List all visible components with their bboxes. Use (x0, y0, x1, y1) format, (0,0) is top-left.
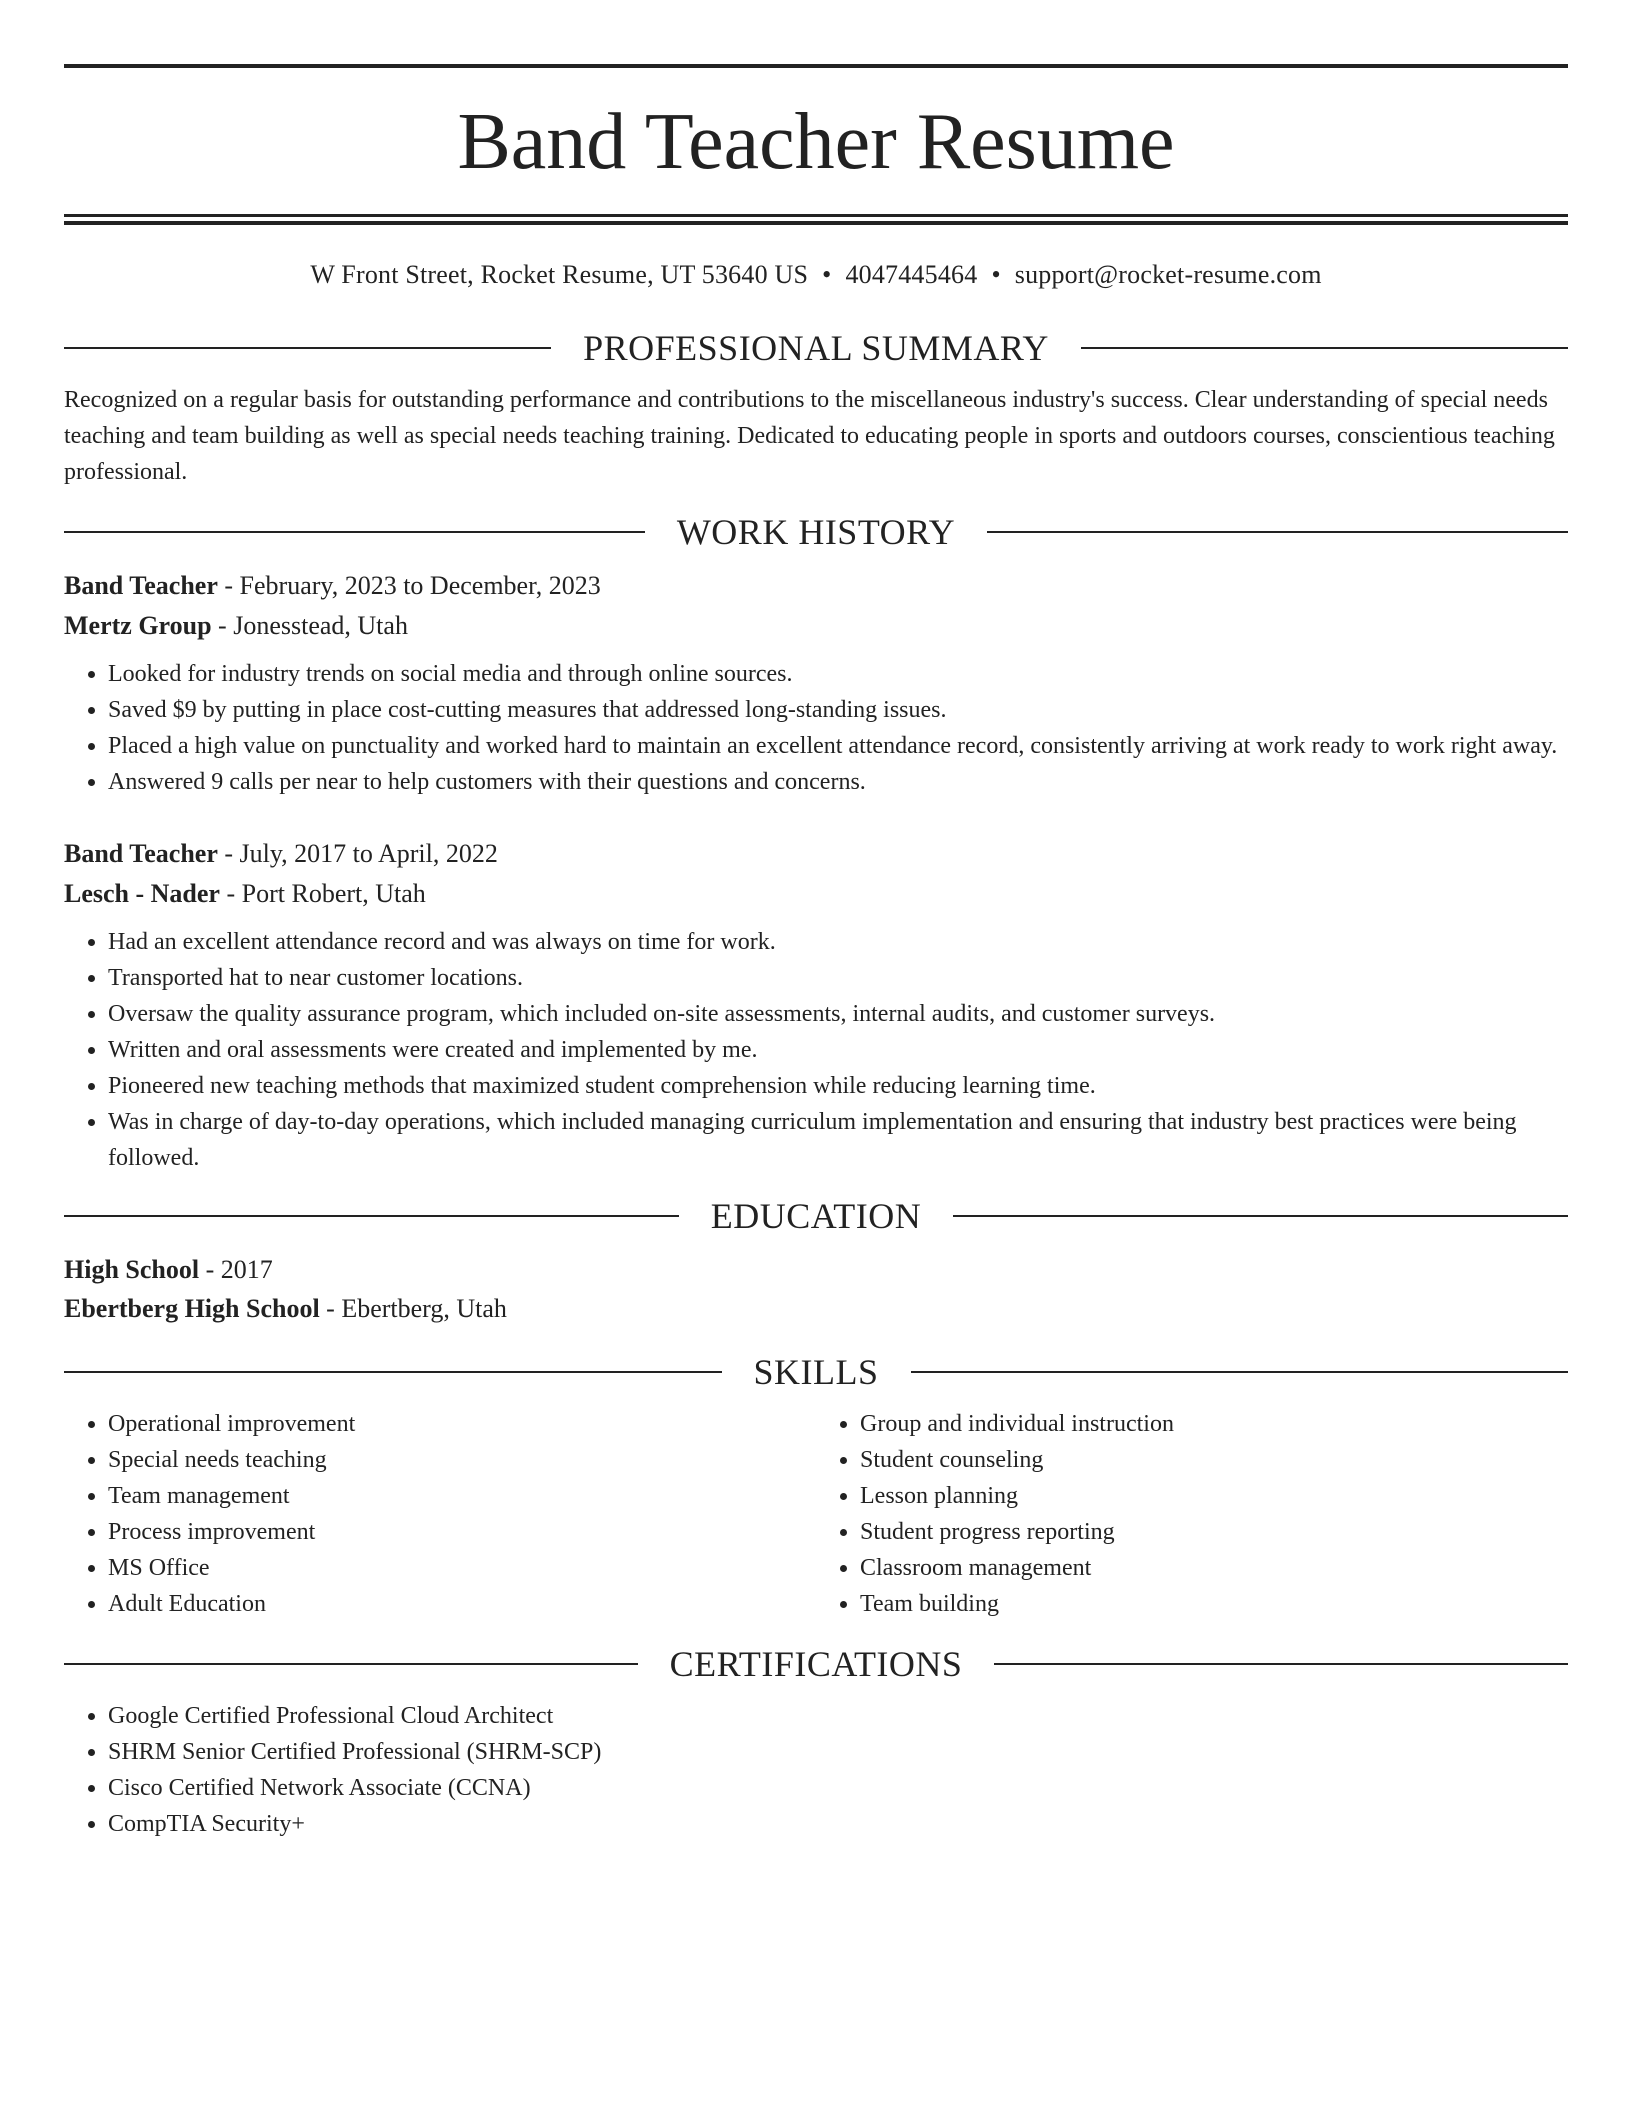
heading-rule (911, 1371, 1569, 1373)
education-school: Ebertberg High School (64, 1294, 320, 1323)
certifications-list (64, 1698, 1568, 1842)
section-heading-education (64, 1198, 1568, 1234)
heading-rule (64, 1663, 638, 1665)
section-title: PROFESSIONAL SUMMARY (583, 328, 1049, 368)
skill-item: • MS Office (108, 1550, 816, 1586)
list-item: • Answered 9 calls per near to help customers with their questions and concerns. (108, 764, 1568, 800)
heading-rule (1081, 347, 1568, 349)
skill-item: • Team management (108, 1478, 816, 1514)
contact-address: W Front Street, Rocket Resume, UT 53640 US (310, 260, 809, 289)
job-dates: - February, 2023 to December, 2023 (217, 571, 601, 600)
heading-rule (953, 1215, 1568, 1217)
job-bullets (64, 656, 1568, 800)
job-location: - Jonesstead, Utah (211, 611, 408, 640)
skills-grid (64, 1406, 1568, 1622)
job-company-line (64, 606, 1568, 646)
section-heading-skills (64, 1354, 1568, 1390)
contact-separator: • (991, 260, 1001, 289)
skill-item: • Lesson planning (860, 1478, 1568, 1514)
education-school-line (64, 1289, 1568, 1328)
top-rule (64, 64, 1568, 68)
section-title: CERTIFICATIONS (669, 1644, 963, 1684)
job-company: Lesch - Nader (64, 879, 220, 908)
skill-item: • Special needs teaching (108, 1442, 816, 1478)
list-item: • Placed a high value on punctuality and worked hard to maintain an excellent attendance record, consistently arriving at work ready to work right away. (108, 728, 1568, 764)
section-heading-certifications (64, 1646, 1568, 1682)
title-double-rule (64, 214, 1568, 225)
skills-list-left (64, 1406, 816, 1622)
section-title: EDUCATION (710, 1196, 922, 1236)
job-company: Mertz Group (64, 611, 212, 640)
skill-item: • Operational improvement (108, 1406, 816, 1442)
skill-item: • Team building (860, 1586, 1568, 1622)
job-dates: - July, 2017 to April, 2022 (217, 839, 498, 868)
heading-rule (64, 1215, 679, 1217)
job-title-line (64, 566, 1568, 606)
list-item: • Pioneered new teaching methods that maximized student comprehension while reducing learning time. (108, 1068, 1568, 1104)
job-entry (64, 834, 1568, 1176)
job-entry (64, 566, 1568, 800)
section-title: WORK HISTORY (676, 512, 956, 552)
skill-item: • Adult Education (108, 1586, 816, 1622)
education-entry (64, 1250, 1568, 1328)
certification-item: • SHRM Senior Certified Professional (SHRM-SCP) (108, 1734, 1568, 1770)
heading-rule (64, 347, 551, 349)
skill-item: • Student progress reporting (860, 1514, 1568, 1550)
skills-list-right (816, 1406, 1568, 1622)
job-role: Band Teacher (64, 839, 218, 868)
section-title: SKILLS (753, 1352, 879, 1392)
list-item: • Looked for industry trends on social media and through online sources. (108, 656, 1568, 692)
list-item: • Oversaw the quality assurance program, which included on-site assessments, internal audits, and customer surveys. (108, 996, 1568, 1032)
skill-item: • Student counseling (860, 1442, 1568, 1478)
list-item: • Saved $9 by putting in place cost-cutting measures that addressed long-standing issues. (108, 692, 1568, 728)
list-item: • Was in charge of day-to-day operations, which included managing curriculum implementation and ensuring that industry best practices were being followed. (108, 1104, 1568, 1176)
education-degree: High School (64, 1255, 200, 1284)
education-year: - 2017 (199, 1255, 273, 1284)
section-heading-work (64, 514, 1568, 550)
list-item: • Had an excellent attendance record and was always on time for work. (108, 924, 1568, 960)
job-title-line (64, 834, 1568, 874)
skill-item: • Process improvement (108, 1514, 816, 1550)
education-location: - Ebertberg, Utah (319, 1294, 507, 1323)
job-role: Band Teacher (64, 571, 218, 600)
heading-rule (64, 531, 645, 533)
certification-item: • Google Certified Professional Cloud Architect (108, 1698, 1568, 1734)
list-item: • Written and oral assessments were created and implemented by me. (108, 1032, 1568, 1068)
page-title: Band Teacher Resume (457, 98, 1175, 186)
job-company-line (64, 874, 1568, 914)
skill-item: • Group and individual instruction (860, 1406, 1568, 1442)
education-degree-line (64, 1250, 1568, 1289)
summary-text: Recognized on a regular basis for outstanding performance and contributions to the miscellaneous industry's success. Clear understanding of special needs teaching and team building as well as special needs teaching training. Dedicated to educating people in sports and outdoors courses, conscientious teaching professional. (64, 387, 1555, 485)
certification-item: • Cisco Certified Network Associate (CCNA) (108, 1770, 1568, 1806)
contact-separator: • (822, 260, 832, 289)
contact-line (64, 260, 1568, 290)
contact-email: support@rocket-resume.com (1014, 260, 1322, 289)
heading-rule (994, 1663, 1568, 1665)
heading-rule (64, 1371, 722, 1373)
job-location: - Port Robert, Utah (219, 879, 426, 908)
skill-item: • Classroom management (860, 1550, 1568, 1586)
section-heading-summary (64, 330, 1568, 366)
contact-phone: 4047445464 (845, 260, 978, 289)
heading-rule (987, 531, 1568, 533)
resume-page (64, 64, 1568, 1842)
list-item: • Transported hat to near customer locations. (108, 960, 1568, 996)
certification-item: • CompTIA Security+ (108, 1806, 1568, 1842)
job-bullets (64, 924, 1568, 1176)
